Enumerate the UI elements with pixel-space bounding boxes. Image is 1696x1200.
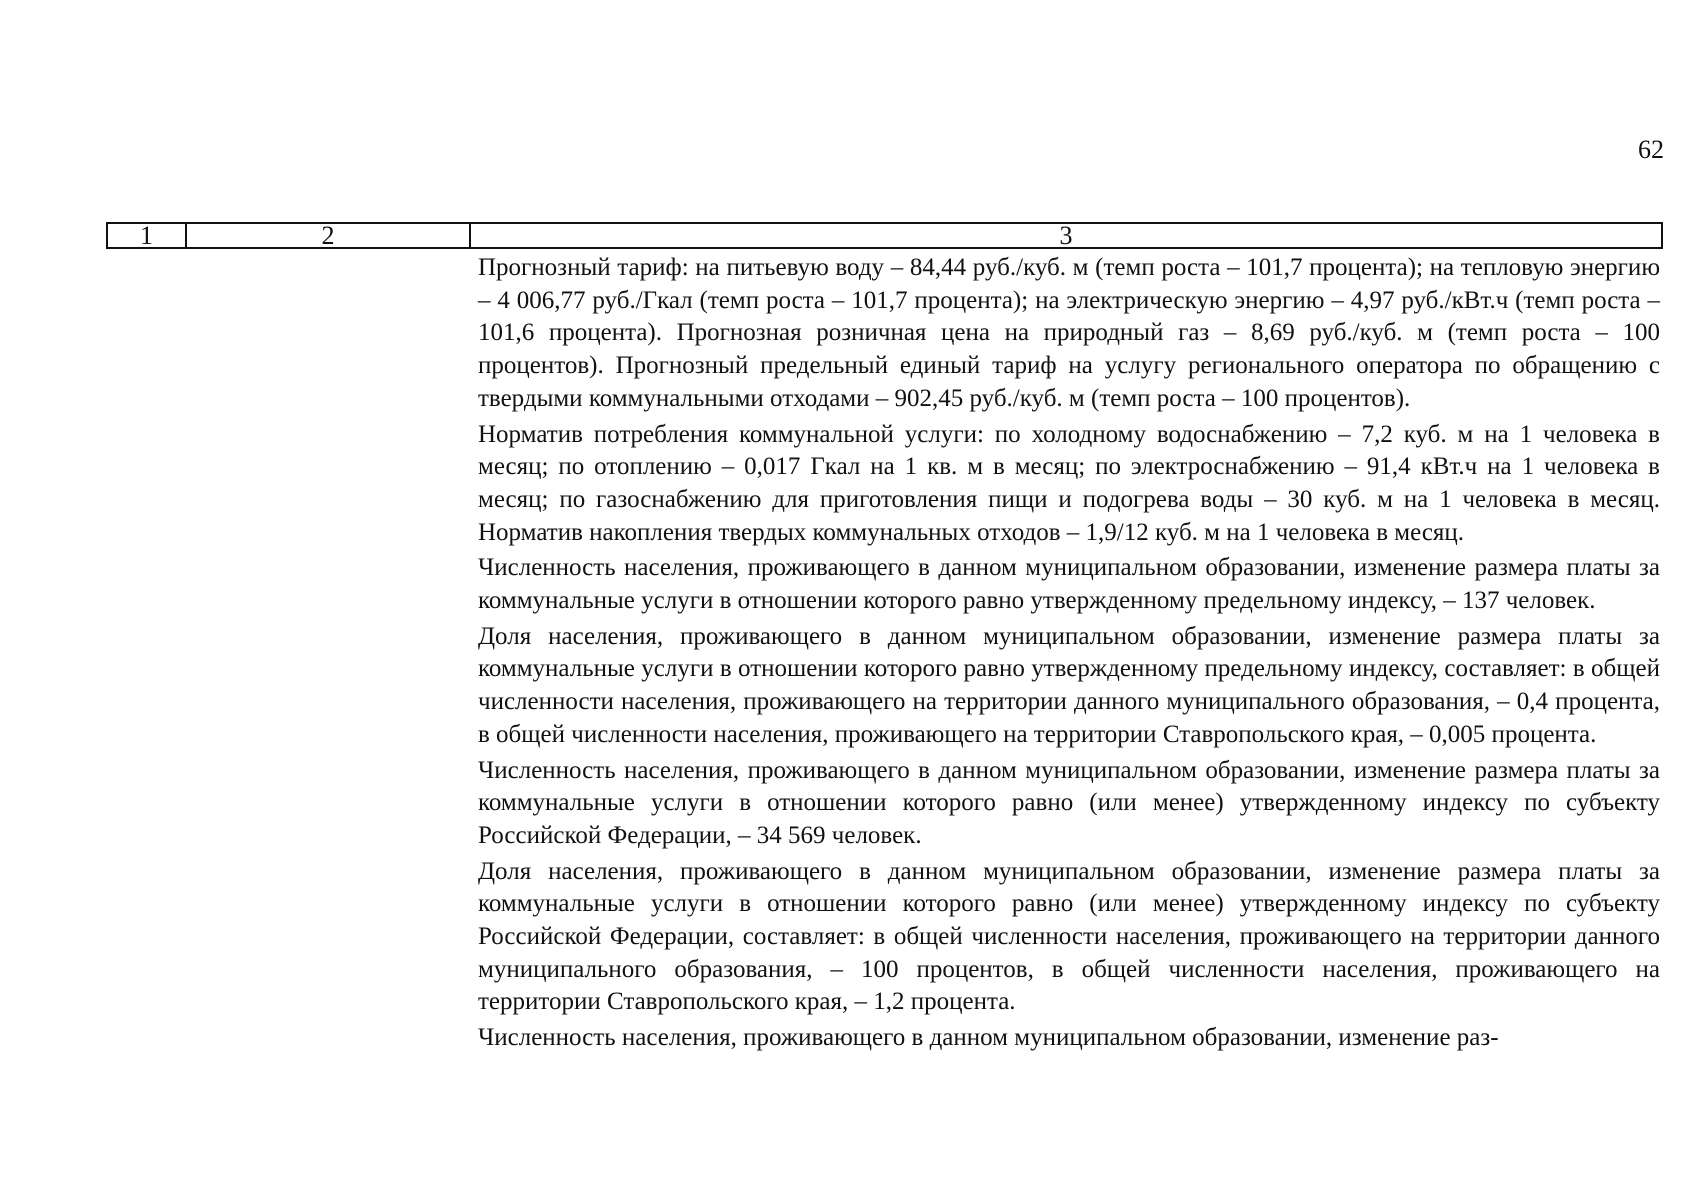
population-equal-index-paragraph: Численность населения, проживающего в данном муниципальном образовании, изменение размера платы за коммунальные услуги в отношении которого равно утвержденному предельному индексу, – 137 человек. [478,554,1660,615]
table-column-3-content [478,252,1660,1058]
table-header-column-1: 1 [108,224,187,247]
population-share-equal-index-paragraph: Доля населения, проживающего в данном муниципальном образовании, изменение размера платы за коммунальные услуги в отношении которого равно утвержденному предельному индексу, составляет: в общей численности населения, проживающего на территории данного муниципального образования, – 0,4 процента, в общей численности населения, проживающего на территории Ставропольского края, – 0,005 процента. [478,622,1660,748]
page-number: 62 [1638,135,1664,164]
population-continued-paragraph: Численность населения, проживающего в данном муниципальном образовании, изменение раз- [478,1024,1499,1052]
population-share-equal-or-less-index-paragraph: Доля населения, проживающего в данном муниципальном образовании, изменение размера платы за коммунальные услуги в отношении которого равно (или менее) утвержденному индексу по субъекту Российской Федерации, составляет: в общей численности населения, проживающего на территории данного муниципального образования, – 100 процентов, в общей численности населения, проживающего на территории Ставропольского края, – 1,2 процента. [478,857,1660,1016]
table-header-row [106,222,1663,249]
population-equal-or-less-index-paragraph: Численность населения, проживающего в данном муниципальном образовании, изменение размера платы за коммунальные услуги в отношении которого равно (или менее) утвержденному индексу по субъекту Российской Федерации, – 34 569 человек. [478,756,1660,849]
tariff-forecast-paragraph: Прогнозный тариф: на питьевую воду – 84,44 руб./куб. м (темп роста – 101,7 процента); на тепловую энергию – 4 006,77 руб./Гкал (темп роста – 101,7 процента); на электрическую энергию – 4,97 руб./кВт.ч (темп роста – 101,6 процента). Прогнозная розничная цена на природный газ – 8,69 руб./куб. м (темп роста – 100 процентов). Прогнозный предельный единый тариф на услугу регионального оператора по обращению с твердыми коммунальными отходами – 902,45 руб./куб. м (темп роста – 100 процентов). [478,254,1660,412]
table-header-column-3: 3 [1059,221,1073,250]
table-header-column-2: 2 [187,224,471,247]
consumption-norms-paragraph: Норматив потребления коммунальной услуги: по холодному водоснабжению – 7,2 куб. м на 1 человека в месяц; по отоплению – 0,017 Гкал на 1 кв. м в месяц; по электроснабжению – 91,4 кВт.ч на 1 человека в месяц; по газоснабжению для приготовления пищи и подогрева воды – 30 куб. м на 1 человека в месяц. Норматив накопления твердых коммунальных отходов – 1,9/12 куб. м на 1 человека в месяц. [478,420,1660,546]
